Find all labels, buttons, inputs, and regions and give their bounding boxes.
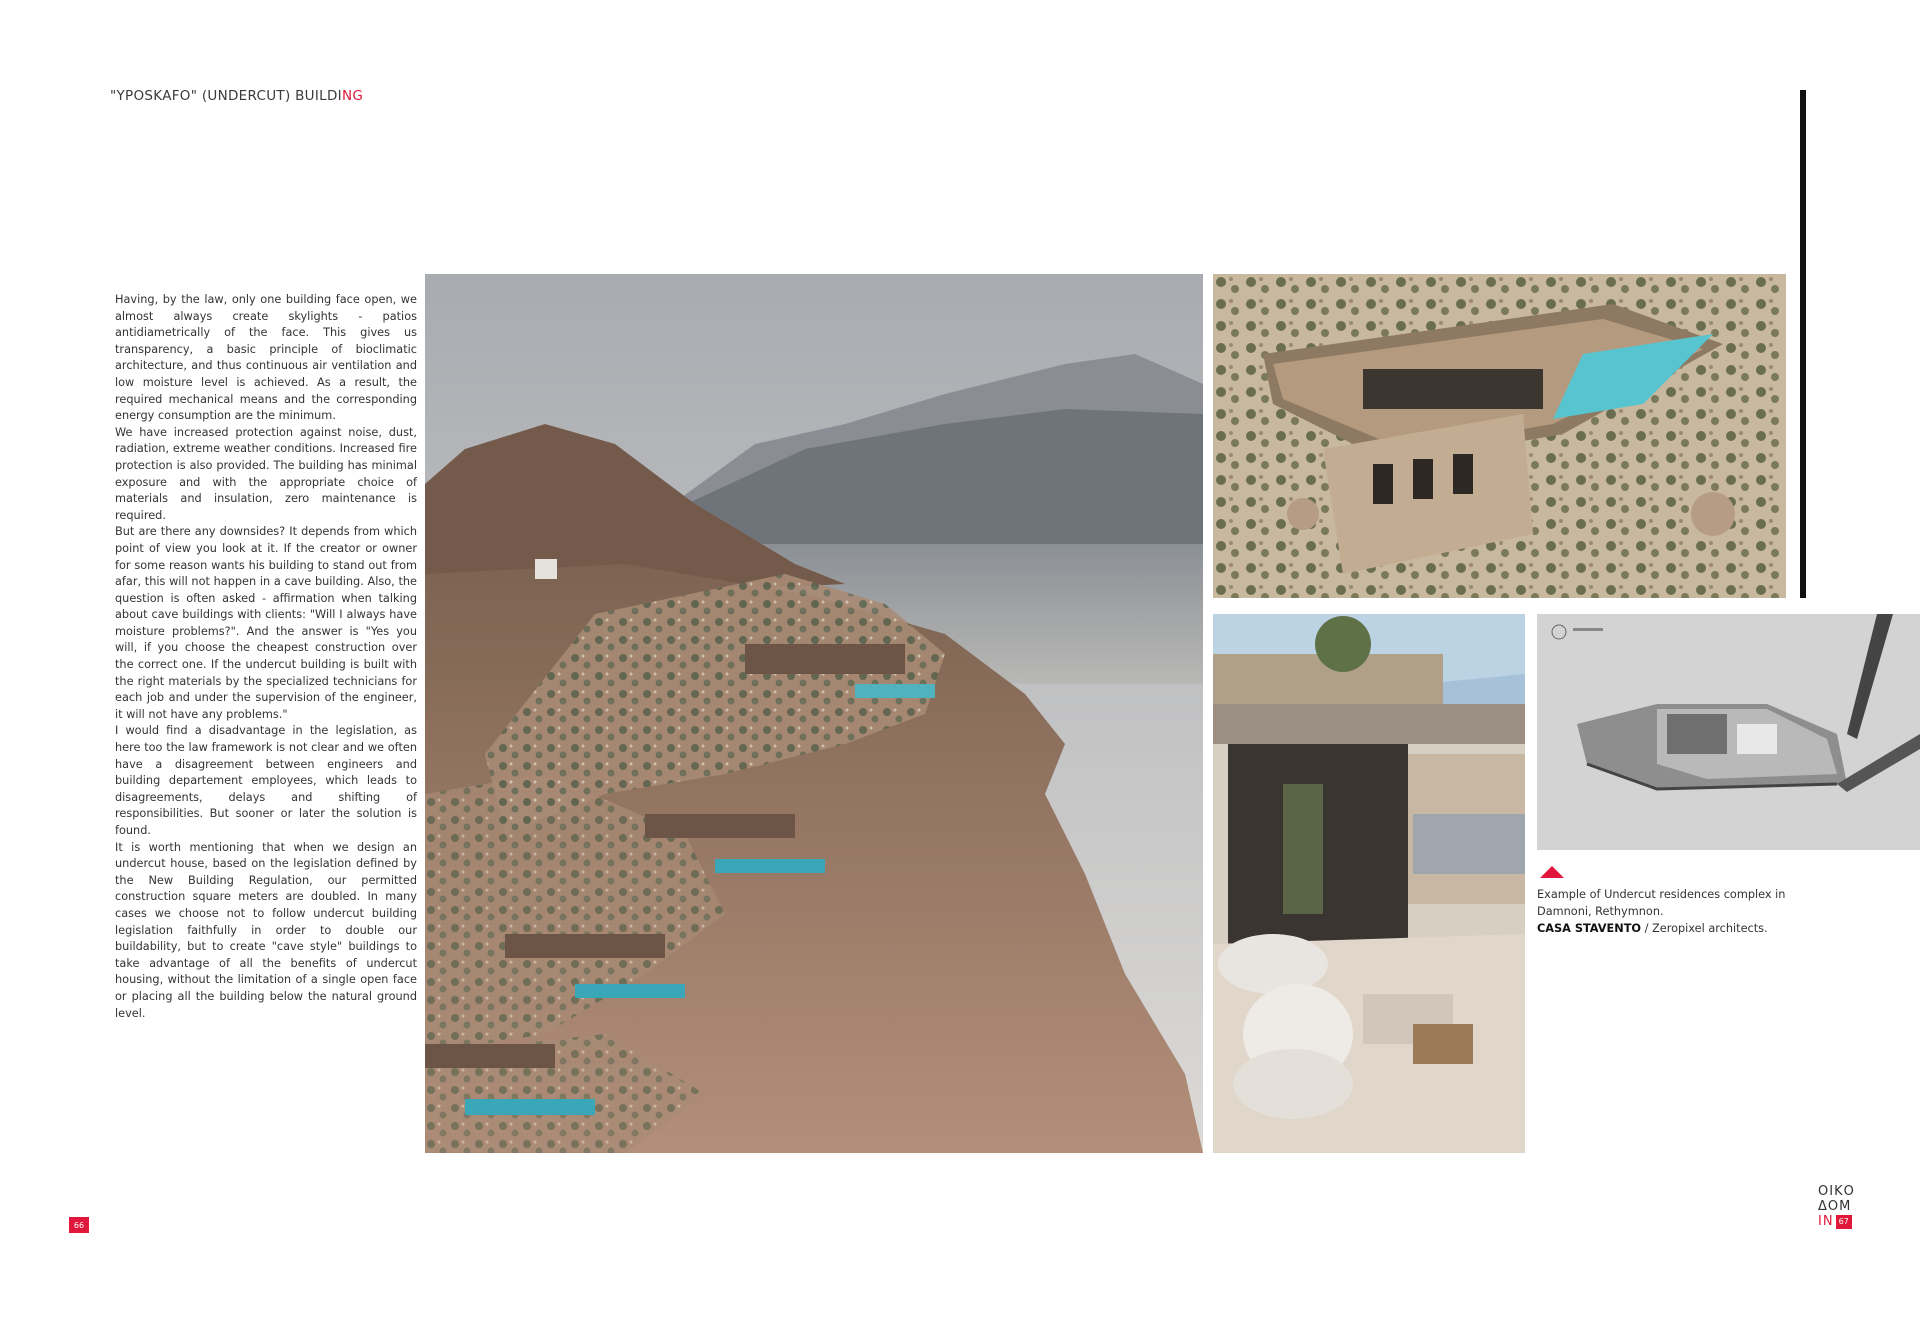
header-title-accent: NG [341, 88, 364, 104]
photo-caption [1537, 886, 1797, 937]
article-body: Having, by the law, only one building face open, we almost always create skylights - patios antidiametrically of the face. This gives us transparency, a basic principle of bioclimatic architecture, and thus continuous air ventilation and low moisture level is achieved. As a result, the required mechanical means and the corresponding energy consumption are the minimum. We have increased protection against noise, dust, radiation, extreme weather conditions. Increased fire protection is also provided. The building has minimal exposure and with the appropriate choice of materials and insulation, zero maintenance is required. But are there any downsides? It depends from which point of view you look at it. If the creator or owner for some reason wants his building to stand out from afar, this will not happen in a cave building. Also, the question is often asked - affirmation when talking about cave buildings with clients: "Will I always have moisture problems?". And the answer is "Yes you will, if you choose the cheapest construction over the correct one. If the undercut building is built with the right materials by the specialized technicians for each job and under the supervision of the engineer, it will not have any problems." I would find a disadvantage in the legislation, as here too the law framework is not clear and we often have a disagreement between engineers and building departement employees, which leads to disagreements, delays and shifting of responsibilities. But sooner or later the solution is found. It is worth mentioning that when we design an undercut house, based on the legislation defined by the New Building Regulation, our permitted construction square meters are doubled. In many cases we choose not to follow undercut building legislation faithfully in order to double our buildability, but to create "cave style" buildings to take advantage of all the benefits of undercut housing, without the limitation of a single open face or placing all the building below the natural ground level. [115, 293, 417, 1020]
header-title: "YPOSKAFO" (UNDERCUT) BUILDI [110, 88, 342, 104]
page-number-right: 67 [1836, 1215, 1852, 1229]
section-header [110, 88, 363, 104]
page-number-left: 66 [69, 1217, 89, 1233]
logo-line-3: IN [1818, 1214, 1834, 1229]
caption-text: Example of Undercut residences complex in Damnoni, Rethymnon. [1537, 888, 1786, 918]
vertical-rule [1800, 90, 1806, 598]
magazine-logo [1818, 1184, 1856, 1229]
site-plan-drawing [1537, 614, 1920, 850]
interior-render-photo [1213, 614, 1525, 1153]
residence-render-photo [1213, 274, 1786, 598]
logo-line-2: ΔΟΜ [1818, 1199, 1852, 1214]
caption-project-name: CASA STAVENTO [1537, 922, 1642, 935]
caption-pointer-icon [1540, 866, 1564, 878]
logo-line-1: ΟΙΚΟ [1818, 1184, 1855, 1199]
aerial-photo [425, 274, 1203, 1153]
caption-architects: / Zeropixel architects. [1641, 922, 1768, 935]
